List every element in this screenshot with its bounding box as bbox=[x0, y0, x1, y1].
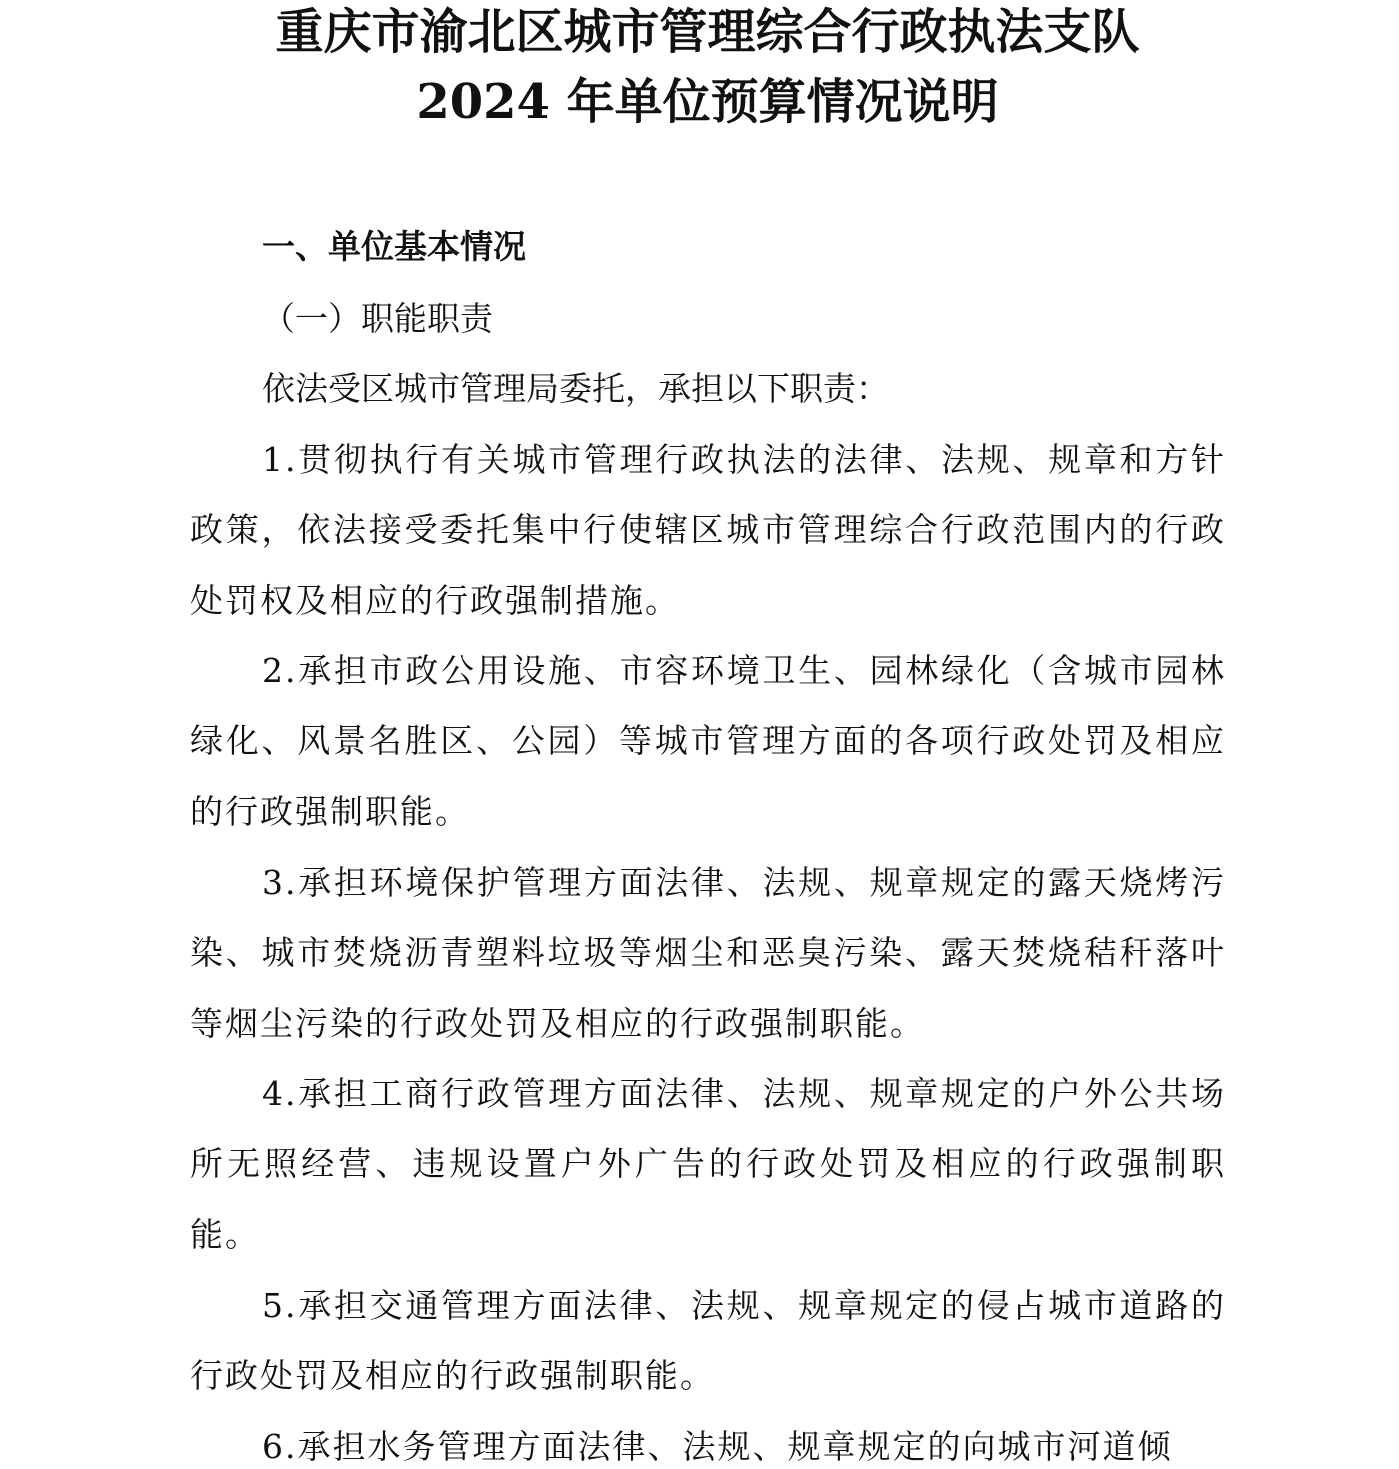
duty-item-2: 2.承担市政公用设施、市容环境卫生、园林绿化（含城市园林绿化、风景名胜区、公园）等城市管理方面的各项行政处罚及相应的行政强制职能。 bbox=[190, 651, 1226, 831]
duty-item-1: 1.贯彻执行有关城市管理行政执法的法律、法规、规章和方针政策，依法接受委托集中行使辖区城市管理综合行政范围内的行政处罚权及相应的行政强制措施。 bbox=[190, 440, 1226, 620]
duties-intro-text: 依法受区城市管理局委托，承担以下职责： bbox=[262, 369, 889, 408]
duty-item-5: 5.承担交通管理方面法律、法规、规章规定的侵占城市道路的行政处罚及相应的行政强制职能。 bbox=[190, 1286, 1226, 1396]
subsection-heading-duties: （一）职能职责 bbox=[262, 299, 493, 338]
duty-item-4: 4.承担工商行政管理方面法律、法规、规章规定的户外公共场所无照经营、违规设置户外广告的行政处罚及相应的行政强制职能。 bbox=[190, 1074, 1226, 1254]
document-title-line-2: 2024 年单位预算情况说明 bbox=[416, 74, 999, 130]
document-title-line-1: 重庆市渝北区城市管理综合行政执法支队 bbox=[275, 4, 1140, 60]
duty-item-6: 6.承担水务管理方面法律、法规、规章规定的向城市河道倾 bbox=[262, 1427, 1173, 1466]
section-heading-basic-info: 一、单位基本情况 bbox=[262, 227, 526, 266]
duty-item-3: 3.承担环境保护管理方面法律、法规、规章规定的露天烧烤污染、城市焚烧沥青塑料垃圾等烟尘和恶臭污染、露天焚烧秸秆落叶等烟尘污染的行政处罚及相应的行政强制职能。 bbox=[190, 863, 1226, 1043]
